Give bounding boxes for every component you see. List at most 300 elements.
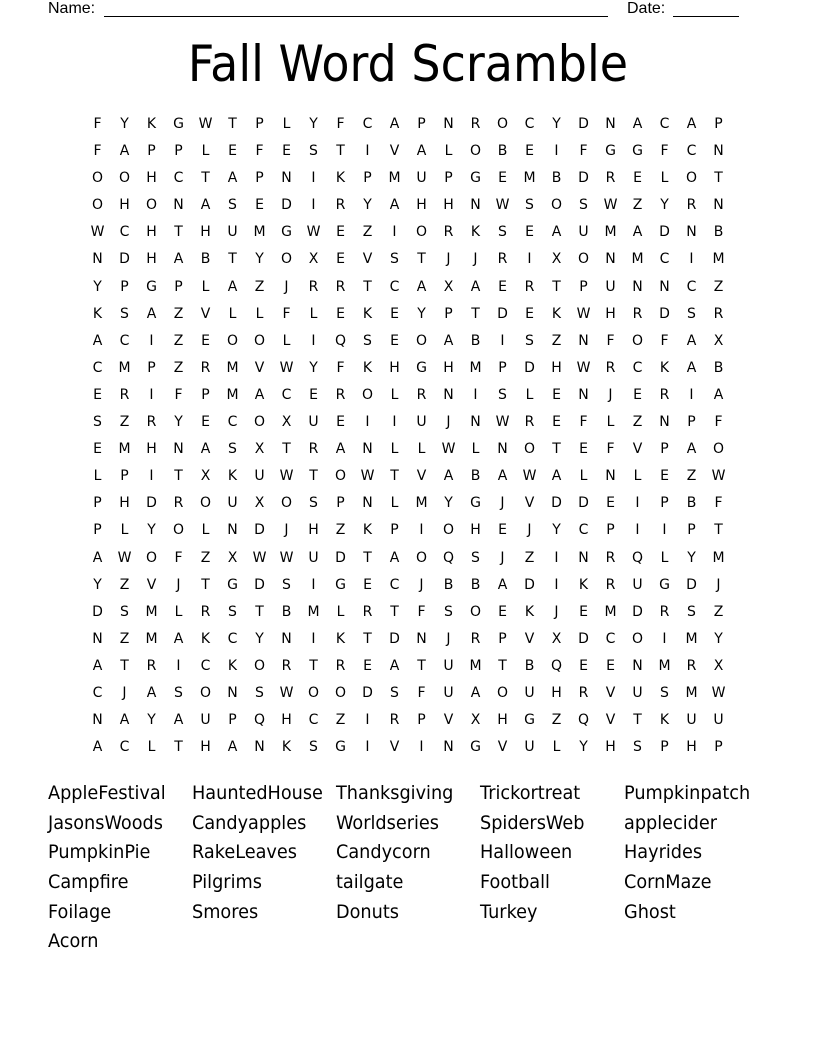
grid-cell: E — [336, 414, 345, 431]
grid-cell: X — [227, 549, 238, 566]
grid-cell: E — [525, 305, 534, 322]
grid-cell: C — [632, 359, 643, 376]
grid-cell: I — [149, 332, 154, 349]
grid-cell: I — [311, 332, 316, 349]
grid-cell: D — [389, 630, 400, 647]
grid-cell: Z — [254, 278, 265, 295]
grid-cell: R — [308, 278, 319, 295]
grid-cell: F — [660, 143, 669, 160]
grid-cell: M — [226, 386, 239, 403]
grid-cell: A — [146, 684, 157, 701]
grid-cell: J — [608, 386, 613, 403]
grid-cell: H — [200, 224, 211, 241]
grid-cell: E — [579, 657, 588, 674]
grid-cell: G — [173, 116, 184, 132]
grid-cell: Y — [552, 522, 561, 539]
grid-cell: U — [443, 684, 454, 701]
grid-cell: Q — [253, 712, 266, 729]
grid-cell: A — [200, 441, 211, 458]
grid-cell: R — [281, 657, 292, 674]
grid-cell: L — [282, 332, 291, 349]
grid-cell: Y — [687, 549, 696, 566]
grid-cell: R — [362, 603, 373, 620]
grid-cell: A — [416, 278, 427, 295]
word-list-item: Donuts — [336, 900, 399, 923]
grid-cell: U — [308, 414, 319, 431]
grid-cell: A — [389, 116, 400, 132]
grid-cell: D — [659, 224, 670, 241]
grid-cell: Y — [309, 116, 318, 132]
grid-cell: N — [605, 468, 616, 485]
grid-cell: E — [390, 305, 399, 322]
grid-cell: D — [578, 630, 589, 647]
grid-cell: S — [390, 251, 399, 268]
word-list-item: applecider — [624, 811, 718, 834]
grid-cell: G — [335, 576, 346, 593]
grid-cell: F — [606, 332, 615, 349]
grid-cell: E — [390, 332, 399, 349]
grid-cell: F — [336, 359, 345, 376]
grid-cell: R — [470, 116, 481, 132]
grid-cell: U — [632, 684, 643, 701]
grid-cell: A — [173, 630, 184, 647]
grid-cell: N — [173, 197, 184, 214]
grid-cell: B — [551, 170, 562, 187]
grid-cell: D — [524, 576, 535, 593]
grid-cell: S — [309, 739, 318, 756]
grid-cell: Y — [363, 197, 372, 214]
grid-cell: G — [470, 495, 481, 512]
grid-cell: V — [200, 305, 211, 322]
grid-cell: W — [495, 197, 510, 214]
grid-cell: R — [335, 197, 346, 214]
grid-cell: D — [659, 305, 670, 322]
grid-cell: P — [687, 414, 696, 431]
grid-cell: R — [416, 386, 427, 403]
grid-cell: X — [713, 332, 724, 349]
grid-cell: P — [660, 441, 669, 458]
grid-cell: D — [578, 495, 589, 512]
grid-cell: Z — [119, 576, 130, 593]
grid-cell: U — [227, 495, 238, 512]
grid-cell: O — [145, 549, 158, 566]
grid-cell: T — [390, 603, 399, 620]
grid-cell: A — [227, 739, 238, 756]
grid-cell: T — [336, 143, 345, 160]
grid-cell: Z — [551, 332, 562, 349]
grid-cell: P — [660, 495, 669, 512]
grid-cell: P — [417, 712, 426, 729]
grid-cell: F — [336, 116, 345, 132]
grid-cell: T — [282, 441, 291, 458]
grid-cell: A — [389, 549, 400, 566]
grid-cell: O — [496, 684, 509, 701]
grid-cell: C — [524, 116, 535, 132]
grid-cell: D — [254, 576, 265, 593]
grid-cell: S — [444, 603, 453, 620]
grid-cell: P — [714, 116, 723, 132]
grid-cell: P — [579, 278, 588, 295]
grid-cell: U — [686, 712, 697, 729]
grid-cell: T — [417, 251, 426, 268]
grid-cell: V — [632, 441, 643, 458]
grid-cell: K — [281, 739, 292, 756]
grid-cell: Y — [255, 630, 264, 647]
grid-cell: R — [335, 386, 346, 403]
grid-cell: H — [146, 170, 157, 187]
grid-cell: F — [417, 684, 426, 701]
grid-cell: E — [336, 305, 345, 322]
grid-cell: J — [176, 576, 181, 593]
grid-cell: X — [551, 630, 562, 647]
grid-cell: C — [362, 116, 373, 132]
letter-grid — [84, 114, 732, 764]
grid-cell: D — [146, 495, 157, 512]
grid-cell: U — [308, 549, 319, 566]
word-list-item: Turkey — [480, 900, 538, 923]
grid-cell: L — [93, 468, 102, 485]
grid-cell: U — [524, 739, 535, 756]
grid-cell: R — [443, 224, 454, 241]
grid-cell: E — [201, 332, 210, 349]
grid-cell: O — [442, 522, 455, 539]
grid-cell: T — [363, 278, 372, 295]
grid-cell: V — [416, 468, 427, 485]
grid-cell: P — [201, 386, 210, 403]
grid-cell: Y — [174, 414, 183, 431]
grid-cell: R — [389, 712, 400, 729]
grid-cell: E — [309, 386, 318, 403]
grid-cell: J — [446, 630, 451, 647]
grid-cell: K — [551, 305, 562, 322]
grid-cell: T — [390, 468, 399, 485]
grid-cell: I — [662, 522, 667, 539]
grid-cell: Y — [120, 116, 129, 132]
word-list-item: Thanksgiving — [336, 782, 454, 804]
grid-cell: C — [119, 224, 130, 241]
grid-cell: E — [579, 603, 588, 620]
grid-cell: R — [686, 197, 697, 214]
grid-cell: R — [146, 414, 157, 431]
grid-cell: P — [363, 170, 372, 187]
grid-cell: D — [362, 684, 373, 701]
grid-cell: T — [201, 170, 210, 187]
grid-cell: N — [362, 495, 373, 512]
grid-cell: E — [660, 468, 669, 485]
grid-cell: B — [686, 495, 697, 512]
grid-cell: R — [578, 684, 589, 701]
grid-cell: H — [146, 251, 157, 268]
grid-cell: H — [551, 359, 562, 376]
grid-cell: O — [145, 197, 158, 214]
grid-cell: Z — [200, 549, 211, 566]
grid-cell: H — [119, 197, 130, 214]
grid-cell: O — [415, 332, 428, 349]
grid-cell: A — [470, 278, 481, 295]
grid-cell: J — [527, 522, 532, 539]
grid-cell: I — [365, 712, 370, 729]
grid-cell: P — [174, 143, 183, 160]
grid-cell: G — [524, 712, 535, 729]
grid-cell: I — [635, 495, 640, 512]
grid-cell: F — [714, 495, 723, 512]
grid-cell: T — [417, 657, 426, 674]
grid-cell: E — [255, 197, 264, 214]
grid-cell: E — [363, 576, 372, 593]
grid-cell: O — [307, 684, 320, 701]
grid-cell: P — [147, 143, 156, 160]
grid-cell: A — [551, 468, 562, 485]
grid-cell: M — [415, 495, 428, 512]
grid-cell: R — [605, 576, 616, 593]
grid-cell: B — [524, 657, 535, 674]
grid-cell: A — [92, 657, 103, 674]
grid-cell: I — [635, 522, 640, 539]
grid-cell: Z — [362, 224, 373, 241]
grid-cell: I — [554, 549, 559, 566]
grid-cell: W — [576, 305, 591, 322]
grid-cell: V — [524, 495, 535, 512]
name-date-header — [48, 0, 748, 20]
grid-cell: I — [311, 630, 316, 647]
grid-cell: G — [227, 576, 238, 593]
grid-cell: S — [579, 197, 588, 214]
grid-cell: B — [281, 603, 292, 620]
grid-cell: F — [174, 549, 183, 566]
grid-cell: S — [228, 441, 237, 458]
grid-cell: J — [473, 251, 478, 268]
grid-cell: K — [227, 468, 238, 485]
grid-cell: A — [92, 549, 103, 566]
grid-cell: O — [280, 495, 293, 512]
grid-cell: J — [419, 576, 424, 593]
grid-cell: Q — [334, 332, 347, 349]
grid-cell: U — [416, 170, 427, 187]
grid-cell: O — [685, 170, 698, 187]
grid-cell: M — [253, 224, 266, 241]
grid-cell: T — [228, 251, 237, 268]
grid-cell: S — [228, 197, 237, 214]
grid-cell: I — [527, 251, 532, 268]
grid-cell: R — [686, 657, 697, 674]
word-list-item: JasonsWoods — [48, 811, 163, 834]
grid-cell: P — [93, 495, 102, 512]
grid-cell: N — [227, 684, 238, 701]
grid-cell: C — [389, 576, 400, 593]
grid-cell: F — [606, 441, 615, 458]
grid-cell: C — [686, 143, 697, 160]
grid-cell: W — [198, 116, 213, 132]
grid-cell: S — [363, 332, 372, 349]
grid-cell: O — [91, 197, 104, 214]
grid-cell: L — [390, 386, 399, 403]
grid-cell: N — [443, 116, 454, 132]
grid-cell: L — [660, 549, 669, 566]
word-list-item: Trickortreat — [480, 782, 581, 804]
grid-cell: C — [605, 630, 616, 647]
grid-cell: Y — [417, 305, 426, 322]
grid-cell: Z — [686, 468, 697, 485]
grid-cell: P — [255, 116, 264, 132]
word-list-item: Pilgrims — [192, 871, 262, 894]
grid-cell: U — [443, 657, 454, 674]
grid-cell: T — [120, 657, 129, 674]
grid-cell: Q — [550, 657, 563, 674]
grid-cell: E — [552, 386, 561, 403]
grid-cell: J — [446, 251, 451, 268]
grid-cell: S — [471, 549, 480, 566]
grid-cell: E — [579, 441, 588, 458]
grid-cell: I — [554, 576, 559, 593]
grid-cell: N — [443, 739, 454, 756]
grid-cell: W — [279, 549, 294, 566]
grid-cell: F — [93, 143, 102, 160]
grid-cell: J — [500, 495, 505, 512]
word-list-item: Pumpkinpatch — [624, 782, 751, 804]
grid-cell: C — [173, 170, 184, 187]
grid-cell: C — [578, 522, 589, 539]
grid-cell: A — [686, 116, 697, 132]
grid-cell: R — [605, 549, 616, 566]
grid-cell: G — [659, 576, 670, 593]
grid-cell: I — [176, 657, 181, 674]
grid-cell: G — [146, 278, 157, 295]
grid-cell: W — [360, 468, 375, 485]
name-blank-line — [104, 16, 608, 17]
grid-cell: A — [173, 712, 184, 729]
grid-cell: M — [631, 251, 644, 268]
grid-cell: A — [497, 576, 508, 593]
grid-cell: O — [226, 332, 239, 349]
grid-cell: A — [497, 468, 508, 485]
grid-cell: Z — [119, 630, 130, 647]
grid-cell: M — [712, 251, 725, 268]
grid-cell: G — [605, 143, 616, 160]
grid-cell: O — [334, 468, 347, 485]
grid-cell: R — [497, 251, 508, 268]
grid-cell: O — [280, 251, 293, 268]
grid-cell: H — [443, 359, 454, 376]
word-list-item: Worldseries — [336, 811, 439, 834]
grid-cell: Y — [309, 359, 318, 376]
grid-cell: D — [632, 603, 643, 620]
grid-cell: L — [201, 522, 210, 539]
grid-cell: R — [713, 305, 724, 322]
grid-cell: K — [470, 224, 481, 241]
grid-cell: G — [416, 359, 427, 376]
page-title: Fall Word Scramble — [187, 35, 629, 93]
grid-cell: B — [713, 224, 724, 241]
grid-cell: I — [365, 739, 370, 756]
grid-cell: T — [363, 549, 372, 566]
grid-cell: H — [389, 359, 400, 376]
grid-cell: A — [227, 278, 238, 295]
grid-cell: F — [282, 305, 291, 322]
grid-cell: M — [604, 603, 617, 620]
grid-cell: T — [174, 468, 183, 485]
grid-cell: K — [659, 712, 670, 729]
grid-cell: X — [470, 712, 481, 729]
grid-cell: M — [469, 657, 482, 674]
word-list-item: PumpkinPie — [48, 841, 151, 864]
grid-cell: H — [308, 522, 319, 539]
grid-cell: P — [714, 739, 723, 756]
grid-cell: S — [120, 603, 129, 620]
grid-cell: W — [711, 468, 726, 485]
word-list-item: Hayrides — [624, 841, 703, 864]
grid-cell: O — [712, 441, 725, 458]
grid-cell: A — [551, 224, 562, 241]
grid-cell: L — [471, 441, 480, 458]
grid-cell: F — [579, 143, 588, 160]
grid-cell: R — [524, 278, 535, 295]
grid-cell: L — [255, 305, 264, 322]
word-list-item: HauntedHouse — [192, 782, 323, 804]
grid-cell: R — [146, 657, 157, 674]
grid-cell: A — [389, 657, 400, 674]
grid-cell: X — [443, 278, 454, 295]
grid-cell: A — [632, 116, 643, 132]
grid-cell: P — [336, 495, 345, 512]
grid-cell: N — [227, 522, 238, 539]
grid-cell: Z — [713, 603, 724, 620]
grid-cell: U — [254, 468, 265, 485]
grid-cell: D — [551, 495, 562, 512]
grid-cell: L — [660, 170, 669, 187]
grid-cell: D — [686, 576, 697, 593]
grid-cell: E — [606, 657, 615, 674]
grid-cell: T — [714, 522, 723, 539]
grid-cell: O — [199, 684, 212, 701]
grid-cell: K — [200, 630, 211, 647]
grid-cell: E — [282, 143, 291, 160]
grid-cell: H — [119, 495, 130, 512]
grid-cell: H — [551, 684, 562, 701]
grid-cell: C — [659, 251, 670, 268]
grid-cell: E — [552, 414, 561, 431]
grid-cell: A — [146, 305, 157, 322]
grid-cell: M — [226, 359, 239, 376]
grid-cell: Z — [173, 305, 184, 322]
grid-cell: W — [279, 684, 294, 701]
grid-cell: M — [469, 359, 482, 376]
grid-cell: I — [149, 386, 154, 403]
grid-cell: W — [90, 224, 105, 241]
grid-cell: J — [554, 603, 559, 620]
grid-cell: O — [415, 224, 428, 241]
grid-cell: M — [145, 630, 158, 647]
grid-cell: U — [200, 712, 211, 729]
grid-cell: X — [551, 251, 562, 268]
grid-cell: L — [174, 603, 183, 620]
word-list-item: AppleFestival — [48, 782, 166, 804]
grid-cell: E — [498, 522, 507, 539]
grid-cell: R — [659, 603, 670, 620]
grid-cell: Q — [577, 712, 590, 729]
grid-cell: O — [496, 116, 509, 132]
grid-cell: H — [470, 522, 481, 539]
grid-cell: X — [713, 657, 724, 674]
grid-cell: U — [713, 712, 724, 729]
grid-cell: T — [201, 576, 210, 593]
grid-cell: D — [335, 549, 346, 566]
grid-cell: X — [281, 414, 292, 431]
grid-cell: S — [687, 305, 696, 322]
grid-cell: P — [498, 359, 507, 376]
grid-cell: V — [362, 251, 373, 268]
grid-cell: A — [632, 224, 643, 241]
grid-cell: O — [199, 495, 212, 512]
